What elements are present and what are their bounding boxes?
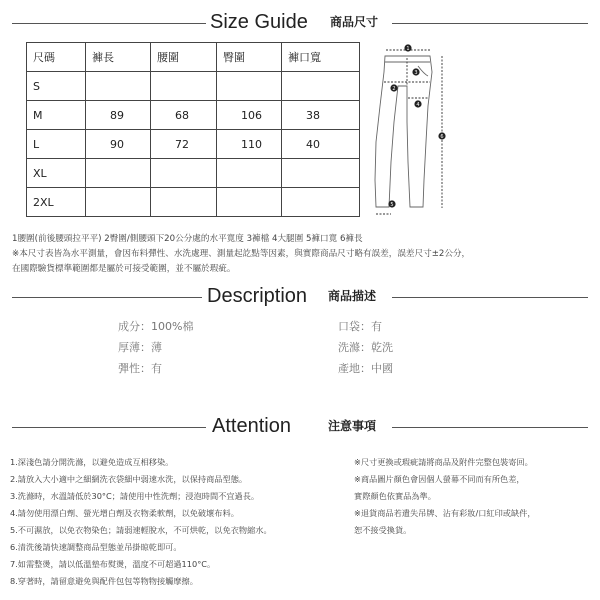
header-cell-size: 尺碼	[27, 43, 86, 72]
list-item: 3.洗滌時，水溫請低於30°C；請使用中性洗劑；浸泡時間不宜過長。	[10, 491, 260, 501]
header-rule-left	[12, 427, 206, 428]
header-rule-right	[392, 23, 588, 24]
list-item: ※尺寸更換或瑕疵請將商品及附件完整包裝寄回。	[354, 457, 533, 467]
marker-4	[414, 100, 421, 107]
table-row	[27, 72, 360, 101]
size-table	[26, 42, 360, 217]
hip-cell	[217, 72, 282, 101]
svg-text:6: 6	[440, 133, 444, 140]
svg-text:1: 1	[406, 45, 410, 52]
note-line: 在國際驗貨標準範圍都是屬於可接受範圍，並不屬於瑕疵。	[12, 264, 236, 274]
size-guide-subtitle: 商品尺寸	[330, 15, 379, 29]
attention-subtitle: 注意事項	[328, 419, 377, 433]
waist-cell	[151, 188, 217, 217]
header-rule-left	[12, 23, 206, 24]
table-row	[27, 188, 360, 217]
thickness-text: 厚薄：薄	[118, 341, 162, 354]
list-item: ※退貨商品若遺失吊牌、沾有彩妝/口紅印或缺件，	[354, 508, 536, 518]
diagram-markers	[388, 44, 445, 207]
attention-header	[0, 412, 600, 442]
hip-cell: 106	[217, 101, 282, 130]
length-cell: 90	[86, 130, 151, 159]
list-item: 7.如需整燙，請以低溫墊布熨燙，溫度不可超過110°C。	[10, 559, 216, 569]
size-notes	[12, 232, 592, 277]
list-item: 4.請勿使用漂白劑、螢光增白劑及衣物柔軟劑，以免破壞布料。	[10, 508, 239, 518]
origin-text: 產地：中國	[338, 362, 393, 375]
pants-outline	[375, 56, 432, 207]
svg-text:4: 4	[416, 101, 420, 108]
header-cell-hip: 臀圍	[217, 43, 282, 72]
description-left-column	[118, 316, 193, 379]
size-cell: M	[27, 101, 86, 130]
pocket-text: 口袋：有	[338, 320, 382, 333]
description-right-column	[338, 316, 393, 379]
washing-text: 洗滌：乾洗	[338, 341, 393, 354]
header-cell-hem: 褲口寬	[282, 43, 360, 72]
elasticity-text: 彈性：有	[118, 362, 162, 375]
header-rule-right	[392, 427, 588, 428]
list-item: ※商品圖片顏色會因個人螢幕不同而有所色差，	[354, 474, 525, 484]
length-cell: 89	[86, 101, 151, 130]
list-item: 實際顏色依實品為準。	[354, 491, 436, 501]
list-item: 恕不接受換貨。	[354, 525, 412, 535]
attention-title: Attention	[212, 415, 291, 437]
waist-cell: 68	[151, 101, 217, 130]
length-cell	[86, 72, 151, 101]
list-item: 6.清洗後請快速調整商品型態並吊掛晾乾即可。	[10, 542, 182, 552]
hem-cell	[282, 159, 360, 188]
hip-cell: 110	[217, 130, 282, 159]
table-row	[27, 101, 360, 130]
description-header	[0, 282, 600, 312]
attention-right-list	[354, 454, 536, 539]
waist-cell	[151, 159, 217, 188]
marker-6	[438, 132, 445, 139]
hem-cell	[282, 72, 360, 101]
svg-text:3: 3	[414, 69, 418, 76]
material-text: 成分：100%棉	[118, 320, 194, 333]
size-cell: L	[27, 130, 86, 159]
length-cell	[86, 159, 151, 188]
hip-cell	[217, 188, 282, 217]
table-row	[27, 159, 360, 188]
hip-cell	[217, 159, 282, 188]
list-item: 8.穿著時，請留意避免與配件包包等物物接觸摩擦。	[10, 576, 198, 586]
note-line: ※本尺寸表皆為水平測量，會因布料彈性、水洗處理、測量起訖點等因素，與實際商品尺寸略有誤差，誤差尺寸±2公分，	[12, 249, 471, 259]
svg-text:2: 2	[392, 85, 396, 92]
waist-cell	[151, 72, 217, 101]
marker-2	[390, 84, 397, 91]
header-cell-waist: 腰圍	[151, 43, 217, 72]
hem-cell: 38	[282, 101, 360, 130]
size-cell: XL	[27, 159, 86, 188]
description-subtitle: 商品描述	[328, 289, 377, 303]
waist-cell: 72	[151, 130, 217, 159]
table-header-row	[27, 43, 360, 72]
attention-left-list	[10, 454, 272, 590]
list-item: 1.深淺色請分開洗滌，以避免造成互相移染。	[10, 457, 174, 467]
note-line: 1腰圍(前後腰頭拉平平) 2臀圍/側腰頭下20公分處的水平寬度 3褲檔 4大腿圍 5褲口寬 6褲長	[12, 234, 363, 244]
length-cell	[86, 188, 151, 217]
marker-5	[388, 200, 395, 207]
size-guide-header	[0, 8, 600, 38]
table-row	[27, 130, 360, 159]
svg-text:5: 5	[390, 201, 394, 208]
size-cell: 2XL	[27, 188, 86, 217]
hem-cell: 40	[282, 130, 360, 159]
pants-measurement-diagram	[360, 42, 570, 222]
marker-1	[404, 44, 411, 51]
marker-3	[412, 68, 419, 75]
header-rule-left	[12, 297, 202, 298]
header-rule-right	[392, 297, 588, 298]
size-guide-title: Size Guide	[210, 11, 308, 33]
list-item: 2.請放入大小適中之細網洗衣袋細中弱速水洗，以保持商品型態。	[10, 474, 248, 484]
hem-cell	[282, 188, 360, 217]
list-item: 5.不可濕放，以免衣物染色；請弱速輕脫水，不可烘乾，以免衣物縮水。	[10, 525, 272, 535]
header-cell-length: 褲長	[86, 43, 151, 72]
size-cell: S	[27, 72, 86, 101]
description-title: Description	[207, 285, 308, 307]
